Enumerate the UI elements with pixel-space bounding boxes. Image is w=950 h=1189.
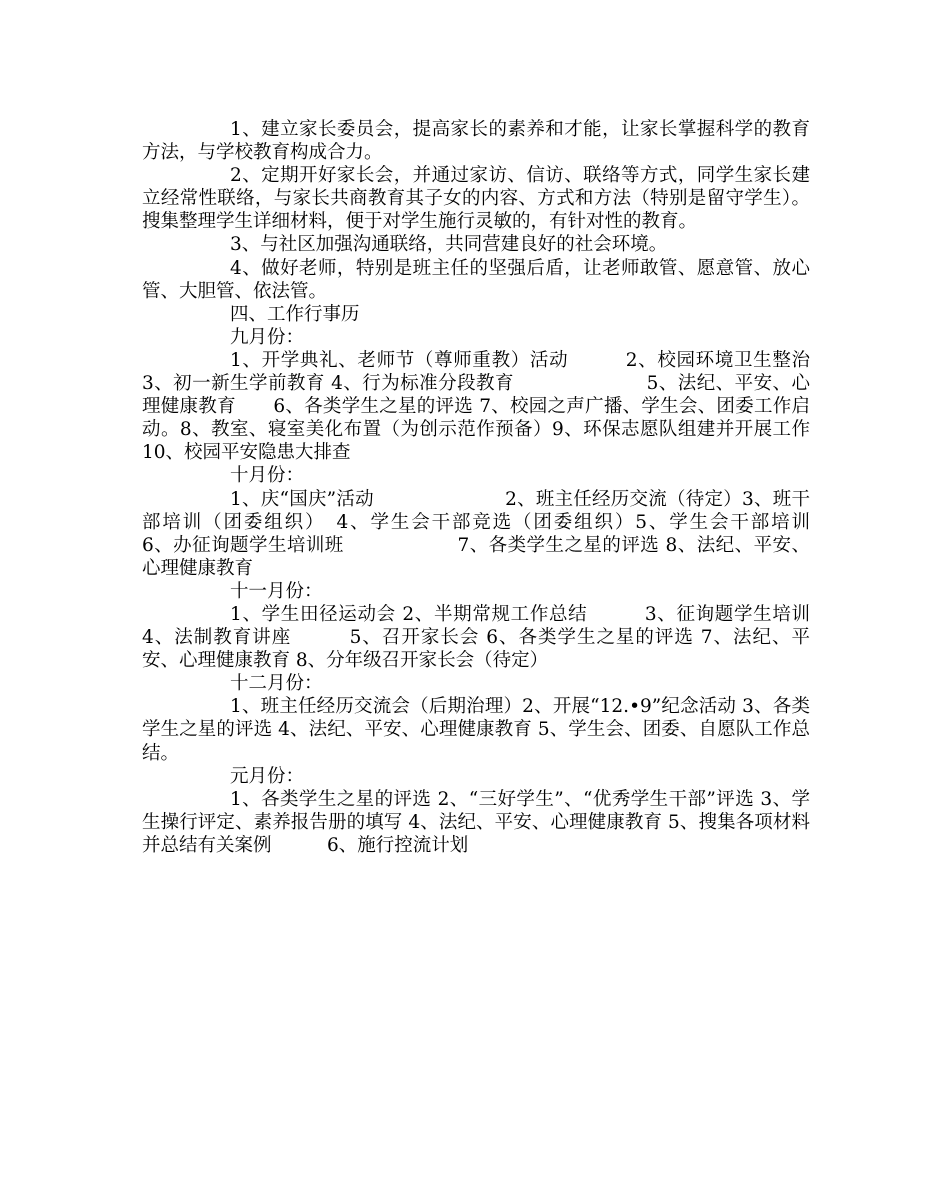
month-heading-november: 十一月份：: [230, 580, 323, 602]
month-heading-september: 九月份：: [230, 326, 305, 348]
section-heading-calendar: 四、工作行事历: [230, 303, 360, 325]
paragraph-parent-committee: 1、建立家长委员会，提高家长的素养和才能，让家长掌握科学的教育方法，与学校教育构成合力。: [142, 119, 810, 164]
month-heading-december: 十二月份：: [230, 673, 323, 695]
document-body: [142, 118, 885, 857]
month-heading-january: 元月份：: [230, 765, 305, 787]
paragraph-teacher-support: 4、做好老师，特别是班主任的坚强后盾，让老师敢管、愿意管、放心管、大胆管、依法管。: [142, 257, 810, 302]
paragraph-october-items: 1、庆“国庆”活动 2、班主任经历交流（待定）3、班干部培训（团委组织） 4、学生会干部竞选（团委组织）5、学生会干部培训 6、办征询题学生培训班 7、各类学生之星的评选 8、法纪、平安、心理健康教育: [142, 488, 885, 579]
paragraph-community: 3、与社区加强沟通联络，共同营建良好的社会环境。: [230, 234, 668, 256]
paragraph-november-items: 1、学生田径运动会 2、半期常规工作总结 3、征询题学生培训 4、法制教育讲座 5、召开家长会 6、各类学生之星的评选 7、法纪、平安、心理健康教育 8、分年级召开家长会（待定）: [142, 603, 810, 672]
paragraph-september-items: 1、开学典礼、老师节（尊师重教）活动 2、校园环境卫生整治 3、初一新生学前教育 4、行为标准分段教育 5、法纪、平安、心理健康教育 6、各类学生之星的评选 7、校园之声广播、学生会、团委工作启动。8、教室、寝室美化布置（为创示范作预备）9、环保志愿队组建并开展工作 10、校园平安隐患大排查: [142, 349, 810, 464]
paragraph-december-items: 1、班主任经历交流会（后期治理）2、开展“12.•9”纪念活动 3、各类学生之星的评选 4、法纪、平安、心理健康教育 5、学生会、团委、自愿队工作总结。: [142, 696, 810, 764]
paragraph-parent-meetings: 2、定期开好家长会，并通过家访、信访、联络等方式，同学生家长建立经常性联络，与家长共商教育其子女的内容、方式和方法（特别是留守学生）。搜集整理学生详细材料，便于对学生施行灵敏的，有针对性的教育。: [142, 165, 810, 233]
paragraph-january-items: 1、各类学生之星的评选 2、“三好学生”、“优秀学生干部”评选 3、学生操行评定、素养报告册的填写 4、法纪、平安、心理健康教育 5、搜集各项材料并总结有关案例 6、施行控流计划: [142, 788, 810, 856]
month-heading-october: 十月份：: [230, 465, 305, 487]
